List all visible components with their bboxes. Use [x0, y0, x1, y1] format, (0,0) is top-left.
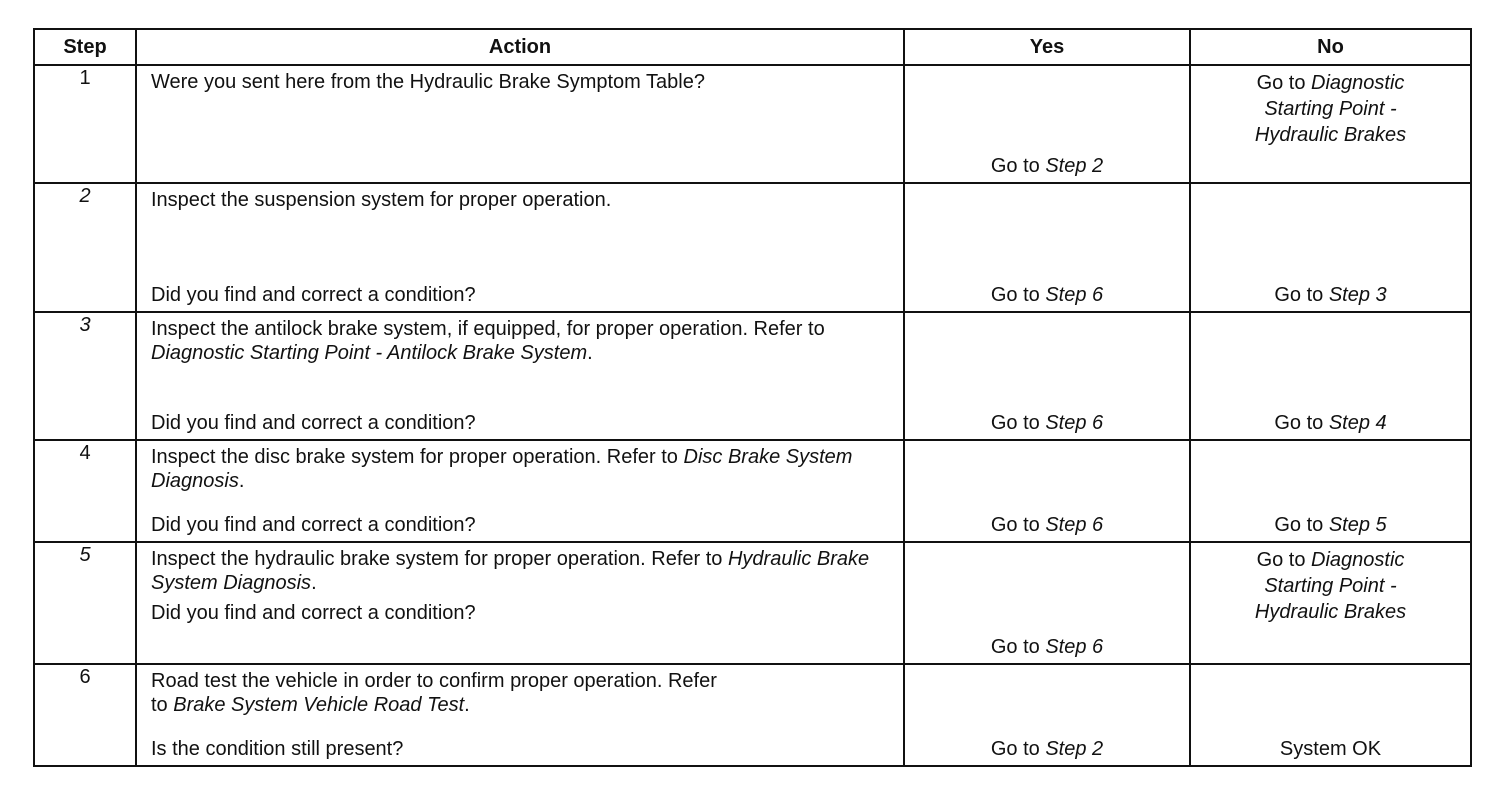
no-step-ref: Step 3	[1328, 284, 1387, 306]
yes-link[interactable]	[905, 411, 1189, 435]
action-text: to	[151, 694, 168, 716]
no-prefix: Go to	[1274, 412, 1324, 434]
no-ref-part-2: Starting Point -	[1264, 98, 1397, 120]
no-link[interactable]	[1191, 411, 1470, 435]
action-text: Road test the vehicle in order to confirm proper operation. Refer	[151, 670, 717, 692]
yes-step-ref: Step 6	[1045, 514, 1104, 536]
step-number: 6	[34, 664, 136, 766]
table-row	[34, 440, 1471, 542]
yes-prefix: Go to	[990, 412, 1040, 434]
no-link[interactable]	[1191, 66, 1470, 148]
yes-cell	[904, 664, 1190, 766]
step-number: 4	[34, 440, 136, 542]
step-number: 3	[34, 312, 136, 440]
table-row	[34, 312, 1471, 440]
yes-prefix: Go to	[990, 636, 1040, 658]
yes-cell	[904, 312, 1190, 440]
action-reference[interactable]: Hydraulic Brake System Diagnosis	[151, 548, 870, 594]
no-cell	[1190, 664, 1471, 766]
no-prefix: Go to	[1256, 549, 1306, 571]
yes-step-ref: Step 6	[1045, 284, 1104, 306]
action-reference[interactable]: Brake System Diagnosis	[151, 446, 853, 492]
yes-link[interactable]	[905, 154, 1189, 178]
action-text: Inspect the suspension system for proper operation.	[151, 189, 612, 211]
no-step-ref: Step 4	[1328, 412, 1387, 434]
question-text: Did you find and correct a condition?	[151, 514, 476, 536]
no-cell	[1190, 440, 1471, 542]
action-text: Inspect the disc brake system for proper operation. Refer to	[151, 446, 678, 468]
yes-link[interactable]	[905, 283, 1189, 307]
table-row	[34, 65, 1471, 183]
yes-prefix: Go to	[990, 155, 1040, 177]
action-cell: Inspect the disc brake system for proper operation. Refer to Disc Brake System Diagnosis. Did you find and correct a condition?	[136, 440, 904, 542]
yes-prefix: Go to	[990, 514, 1040, 536]
no-prefix: Go to	[1256, 72, 1306, 94]
no-ref-part-2: Starting Point -	[1264, 575, 1397, 597]
action-cell	[136, 65, 904, 183]
yes-step-ref: Step 6	[1045, 636, 1104, 658]
question-text: Did you find and correct a condition?	[151, 602, 476, 624]
action-text: Inspect the hydraulic brake system for proper operation. Refer to	[151, 548, 723, 570]
no-link[interactable]	[1191, 513, 1470, 537]
yes-link[interactable]	[905, 513, 1189, 537]
yes-step-ref: Step 6	[1045, 412, 1104, 434]
step-number: 5	[34, 542, 136, 664]
no-ref-part-1: Diagnostic	[1311, 549, 1405, 571]
yes-step-ref: Step 2	[1045, 155, 1104, 177]
no-link[interactable]	[1191, 283, 1470, 307]
action-text: Were you sent here from the Hydraulic Brake Symptom Table?	[151, 71, 705, 93]
no-cell	[1190, 312, 1471, 440]
yes-link[interactable]	[905, 635, 1189, 659]
no-ref-part-3: Hydraulic Brakes	[1254, 601, 1407, 623]
table-row	[34, 664, 1471, 766]
header-yes: Yes	[904, 29, 1190, 65]
yes-cell	[904, 65, 1190, 183]
question-text: Is the condition still present?	[151, 738, 404, 760]
action-cell	[136, 183, 904, 312]
action-cell: Inspect the hydraulic brake system for proper operation. Refer to Hydraulic Brake System Diagnosis. Did you find and correct a condition?	[136, 542, 904, 664]
diagnostic-table	[33, 28, 1472, 767]
yes-prefix: Go to	[990, 738, 1040, 760]
header-step: Step	[34, 29, 136, 65]
table-row	[34, 542, 1471, 664]
header-no: No	[1190, 29, 1471, 65]
no-link[interactable]	[1191, 543, 1470, 625]
no-cell	[1190, 65, 1471, 183]
action-text: Inspect the antilock brake system, if equipped, for proper operation. Refer to	[151, 318, 825, 340]
header-row	[34, 29, 1471, 65]
action-cell: Road test the vehicle in order to confirm proper operation. Refer to Brake System Vehicle Road Test. Is the condition still present?	[136, 664, 904, 766]
header-action: Action	[136, 29, 904, 65]
no-result: System OK	[1279, 738, 1382, 760]
question-text: Did you find and correct a condition?	[151, 412, 476, 434]
no-ref-part-3: Hydraulic Brakes	[1254, 124, 1407, 146]
yes-cell	[904, 183, 1190, 312]
yes-prefix: Go to	[990, 284, 1040, 306]
no-ref-part-1: Diagnostic	[1311, 72, 1405, 94]
step-number: 1	[34, 65, 136, 183]
no-step-ref: Step 5	[1328, 514, 1387, 536]
no-cell	[1190, 183, 1471, 312]
action-reference[interactable]: Diagnostic Starting Point - Antilock Brake System	[151, 342, 588, 364]
question-text: Did you find and correct a condition?	[151, 284, 476, 306]
yes-cell	[904, 542, 1190, 664]
action-cell: Inspect the antilock brake system, if equipped, for proper operation. Refer to Diagnostic Starting Point - Antilock Brake System. Did you find and correct a condition?	[136, 312, 904, 440]
yes-step-ref: Step 2	[1045, 738, 1104, 760]
no-cell	[1190, 542, 1471, 664]
table-row	[34, 183, 1471, 312]
no-prefix: Go to	[1274, 514, 1324, 536]
yes-cell	[904, 440, 1190, 542]
step-number: 2	[34, 183, 136, 312]
action-reference[interactable]: Disc	[683, 446, 723, 468]
no-prefix: Go to	[1274, 284, 1324, 306]
yes-link[interactable]	[905, 737, 1189, 761]
action-reference[interactable]: Brake System Vehicle Road Test	[173, 694, 465, 716]
